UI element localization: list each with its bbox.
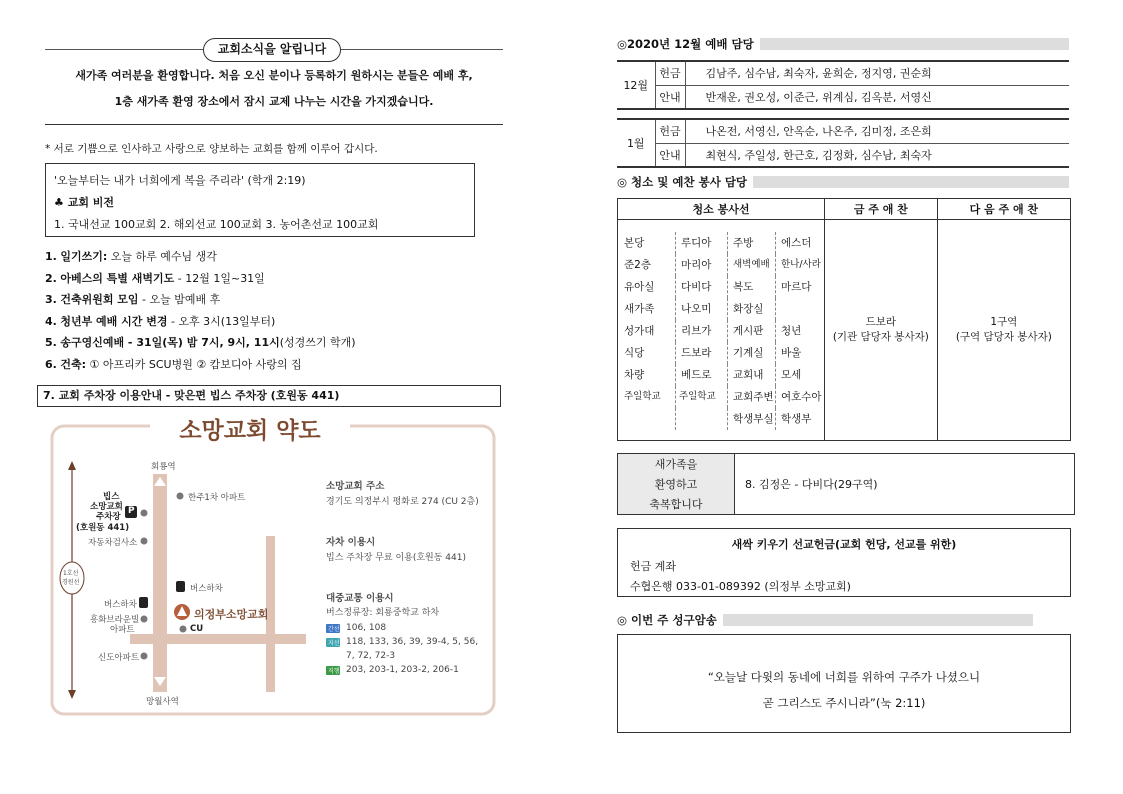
duty-kind: 헌금 [655,119,685,143]
memory-verse-box [617,634,1071,733]
cleaning-place: 주일학교 [624,386,676,408]
cleaning-place: 본당 [624,232,676,254]
road-horizontal [130,634,306,644]
this-week-meal [825,220,938,441]
vips-label-4: (호원동 441) [76,523,130,533]
sindo-label: 신도아파트 [98,653,140,663]
main-road-vertical [153,474,167,692]
parking-mark: P [128,506,135,516]
cleaning-person: 학생부 [781,413,812,425]
bus-line-2a: 118, 133, 36, 39, 39-4, 5, 56, [346,637,479,647]
car-title: 자차 이용시 [326,537,376,548]
this-week-team: 드보라 [865,316,897,328]
car-center-label: 자동차검사소 [88,538,138,548]
line-label-1: 1호선 [63,570,79,577]
public-title: 대중교통 이용시 [326,593,394,604]
header-cleaners: 청소 봉사선 [618,199,825,220]
news-item: 6. 건축: ① 아프리카 SCU병원 ② 캄보디아 사랑의 집 [45,357,302,371]
duty-names: 나온전, 서영신, 안옥순, 나온주, 김미정, 조은희 [685,119,1069,143]
cleaning-place: 식당 [624,342,676,364]
duty-table-jan [617,118,1069,168]
mission-title: 새싹 키우기 선교헌금(교회 헌당, 선교를 위한) [731,538,957,551]
bus-line-3: 203, 203-1, 203-2, 206-1 [346,665,459,675]
cleaning-person: 다비다 [676,276,728,298]
cleaning-place: 화장실 [728,298,776,320]
account-label: 헌금 계좌 [630,560,677,573]
duty-table-dec [617,60,1069,110]
apt-top-label: 한주1차 아파트 [188,493,246,503]
cleaning-person: 베드로 [676,364,728,386]
duty-section-header [617,37,1069,51]
news-title: 교회소식을 알립니다 [203,38,341,62]
news-list [45,248,356,377]
this-week-note: (기관 담당자 봉사자) [832,331,929,343]
cleaning-place: 교회주변 [728,386,776,408]
vips-label-1: 빕스 [103,492,120,502]
duty-month: 1월 [617,119,655,167]
cleaning-place: 복도 [728,276,776,298]
public-text: 버스정류장: 회룡중학교 하차 [326,608,440,618]
title-bar [723,614,1033,626]
duty-kind: 안내 [655,143,685,167]
cleaning-place: 유아실 [624,276,676,298]
duty-title: ◎2020년 12월 예배 담당 [617,37,754,51]
cleaning-person: 모세 [781,369,802,381]
hwa-label-2: 아파트 [110,625,135,635]
next-week-team: 1구역 [990,316,1018,328]
bus-icon [139,597,148,608]
new-family-label-3: 축복합니다 [649,498,703,511]
cleaning-person: 나오미 [676,298,728,320]
vision-items: 1. 국내선교 100교회 2. 해외선교 100교회 3. 농어촌선교 100교회 [54,218,379,231]
cleaning-place: 차량 [624,364,676,386]
memory-section-header [617,613,1069,627]
sindo-marker-icon [141,653,148,660]
cleaning-person: 드보라 [676,342,728,364]
new-family-label-1: 새가족을 [654,458,698,471]
cleaning-place: 주방 [728,232,776,254]
cu-marker-icon [180,626,187,633]
map-title: 소망교회 약도 [150,412,350,445]
section-divider [45,124,503,125]
cleaning-person: 루디아 [676,232,728,254]
bottom-station-label: 망월사역 [146,697,179,707]
duty-names: 반재운, 권오성, 이준근, 위계심, 김옥분, 서영신 [685,85,1069,109]
next-week-note: (구역 담당자 봉사자) [955,331,1052,343]
cleaning-place: 새가족 [624,298,676,320]
next-week-meal [937,220,1070,441]
car-text: 빕스 주차장 무료 이용(호원동 441) [326,553,466,563]
cleaning-person: 주일학교 [676,386,728,408]
new-family-label [618,454,735,514]
new-family-entry: 8. 김정은 - 다비다(29구역) [745,478,878,491]
apt-marker-icon [177,493,184,500]
news-item: 1. 일기쓰기: 오늘 하루 예수님 생각 [45,250,217,263]
cu-label: CU [190,624,204,634]
vision-box [45,163,475,237]
subway-arrow-down-icon [68,690,76,699]
cleaning-section-header [617,175,1069,189]
cleaning-spacer [676,408,728,430]
duty-names: 최현식, 주일성, 한근호, 김정화, 심수남, 최숙자 [685,143,1069,167]
bus-tag-2: 지선 [328,640,340,647]
line-label-2: 경원선 [62,579,80,586]
header-next-week: 다 음 주 애 찬 [937,199,1070,220]
duty-month: 12월 [617,61,655,109]
cleaning-place: 교회내 [728,364,776,386]
title-bar [753,176,1069,188]
cleaning-person: 청년 [781,325,802,337]
welcome-line-2: 1층 새가족 환영 장소에서 잠시 교제 나누는 시간을 가지겠습니다. [114,95,434,108]
bus-tag-3: 직행 [328,668,340,675]
new-family-label-2: 환영하고 [654,478,698,491]
vision-verse: '오늘부터는 내가 너희에게 복을 주리라' (학개 2:19) [54,174,306,187]
intro-text: * 서로 기쁨으로 인사하고 사랑으로 양보하는 교회를 함께 이루어 갑시다. [45,143,378,155]
cleaning-person [776,298,824,320]
cleaning-place: 게시판 [728,320,776,342]
vips-marker-icon [141,510,148,517]
top-station-label: 회룡역 [151,462,176,472]
parking-notice: 7. 교회 주차장 이용안내 - 맞은편 빕스 주차장 (호원동 441) [37,385,501,407]
duty-kind: 안내 [655,85,685,109]
bus-tag-1: 간선 [328,626,340,633]
cleaning-place: 새벽예배 [728,254,776,276]
cleaning-title: ◎ 청소 및 예찬 봉사 담당 [617,175,748,189]
bus-line-1: 106, 108 [346,623,387,633]
news-item: 2. 아베스의 특별 새벽기도 - 12월 1일~31일 [45,271,265,285]
mission-offering-box [617,528,1071,597]
vips-label-2: 소망교회 [90,502,123,512]
bus-stop-left-label: 버스하차 [104,600,137,610]
cleaning-place: 학생부실 [728,408,776,430]
cleaning-person: 바울 [781,347,802,359]
subway-arrow-up-icon [68,461,76,470]
news-item: 4. 청년부 예배 시간 변경 - 오후 3시(13일부터) [45,314,276,328]
memory-title: ◎ 이번 주 성구암송 [617,613,717,627]
church-map [50,424,496,716]
bus-line-2b: 7, 72, 72-3 [346,651,396,661]
memory-verse-line-2: 곧 그리스도 주시니라”(눅 2:11) [762,696,926,710]
cleaning-place: 준2층 [624,254,676,276]
account-number: 수협은행 033-01-089392 (의정부 소망교회) [630,580,851,593]
address-text: 경기도 의정부시 평화로 274 (CU 2층) [326,497,479,507]
hwa-label-1: 흥화브라운빌 [90,615,140,625]
cleaning-table [617,198,1071,441]
news-item: 5. 송구영신예배 - 31일(목) 밤 7시, 9시, 11시(성경쓰기 학개) [45,336,356,349]
car-center-marker-icon [141,538,148,545]
title-bar [760,38,1069,50]
cleaning-place: 성가대 [624,320,676,342]
cleaning-person: 여호수아 [781,391,822,403]
header-this-week: 금 주 애 찬 [825,199,938,220]
cleaning-person: 리브가 [676,320,728,342]
news-item: 3. 건축위원회 모임 - 오늘 밤예배 후 [45,293,221,306]
cleaning-assignments [618,220,825,441]
church-label: 의정부소망교회 [194,608,269,621]
vision-title: ♣ 교회 비전 [54,196,115,209]
duty-names: 김남주, 심수남, 최숙자, 윤희순, 정지영, 권순희 [685,61,1069,85]
welcome-line-1: 새가족 여러분을 환영합니다. 처음 오신 분이나 등록하기 원하시는 분들은 예배 후, [75,69,473,82]
cleaning-person: 마르다 [781,281,812,293]
cleaning-person: 에스더 [781,237,812,249]
cleaning-place: 기계실 [728,342,776,364]
address-title: 소망교회 주소 [326,481,385,492]
hwa-marker-icon [141,616,148,623]
bus-stop-right-label: 버스하차 [190,584,223,594]
cleaning-spacer [624,408,676,430]
bus-icon [176,581,185,592]
memory-verse-line-1: “오늘날 다윗의 동네에 너희를 위하여 구주가 나셨으니 [707,670,981,684]
duty-kind: 헌금 [655,61,685,85]
cleaning-person: 한나/사라 [781,259,821,270]
cleaning-person: 마리아 [676,254,728,276]
new-family-box [617,453,1075,515]
vips-label-3: 주차장 [96,512,121,522]
